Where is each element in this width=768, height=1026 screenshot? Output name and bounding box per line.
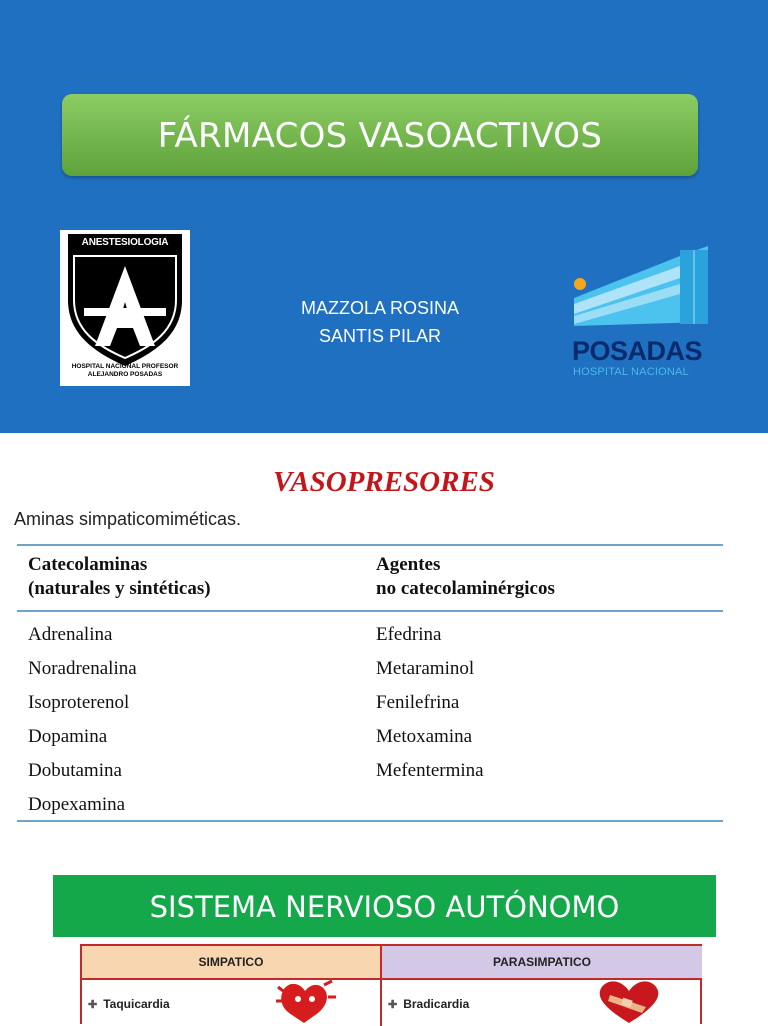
logo-label: ANESTESIOLOGIA: [81, 237, 169, 248]
table-cell: Dobutamina: [28, 760, 122, 781]
posadas-subtitle: HOSPITAL NACIONAL: [573, 366, 689, 378]
parasimpatico-header: PARASIMPATICO: [382, 946, 702, 978]
table-header-rule: [17, 610, 723, 612]
col1-header-line2: (naturales y sintéticas): [28, 578, 211, 599]
column-divider: [380, 978, 382, 1026]
vasopresores-subtitle: Aminas simpaticomiméticas.: [14, 509, 242, 529]
col1-header-line1: Catecolaminas: [28, 554, 148, 575]
author-2: SANTIS PILAR: [318, 326, 442, 346]
table-top-rule: [17, 544, 723, 546]
simpatico-item: [88, 997, 170, 1011]
col2-header-line1: Agentes: [376, 554, 441, 575]
parasimpatico-item: [388, 997, 469, 1011]
heart-icon: [596, 979, 662, 1024]
posadas-name: POSADAS: [572, 336, 703, 366]
logo-footer: [60, 363, 190, 379]
table-cell: Isoproterenol: [28, 692, 130, 713]
logo-footer-line1: HOSPITAL NACIONAL PROFESOR: [71, 363, 179, 370]
bullet-icon: ✚: [388, 999, 398, 1011]
simpatico-header: SIMPATICO: [82, 946, 382, 978]
col1-list: [28, 618, 137, 822]
parasimpatico-item-label: Bradicardia: [403, 997, 470, 1011]
vasopresores-title: VASOPRESORES: [273, 466, 495, 498]
sna-title: SISTEMA NERVIOSO AUTÓNOMO: [53, 875, 716, 937]
table-cell: Fenilefrina: [376, 692, 460, 713]
author-1: MAZZOLA ROSINA: [300, 298, 460, 318]
col1-header: [28, 553, 211, 601]
fast-heart-icon: [274, 979, 336, 1024]
slide-title: FÁRMACOS VASOACTIVOS: [62, 94, 698, 176]
anestesiologia-logo: [60, 230, 190, 386]
table-cell: Mefentermina: [376, 760, 484, 781]
col2-header-line2: no catecolaminérgicos: [376, 578, 555, 599]
authors: [250, 294, 510, 350]
table-cell: Adrenalina: [28, 624, 113, 645]
title-slide: [0, 0, 768, 433]
logo-footer-line2: ALEJANDRO POSADAS: [87, 371, 163, 378]
table-cell: Metaraminol: [376, 658, 475, 679]
sna-slide: [0, 843, 768, 1024]
simpatico-item-label: Taquicardia: [103, 997, 170, 1011]
table-cell: Dopamina: [28, 726, 108, 747]
table-cell: Efedrina: [376, 624, 442, 645]
table-cell: Metoxamina: [376, 726, 473, 747]
table-cell: Dopexamina: [28, 794, 126, 815]
bullet-icon: ✚: [88, 999, 98, 1011]
vasopresores-slide: [0, 433, 768, 843]
col2-header: [376, 553, 555, 601]
col2-list: [376, 618, 484, 788]
table-cell: Noradrenalina: [28, 658, 137, 679]
